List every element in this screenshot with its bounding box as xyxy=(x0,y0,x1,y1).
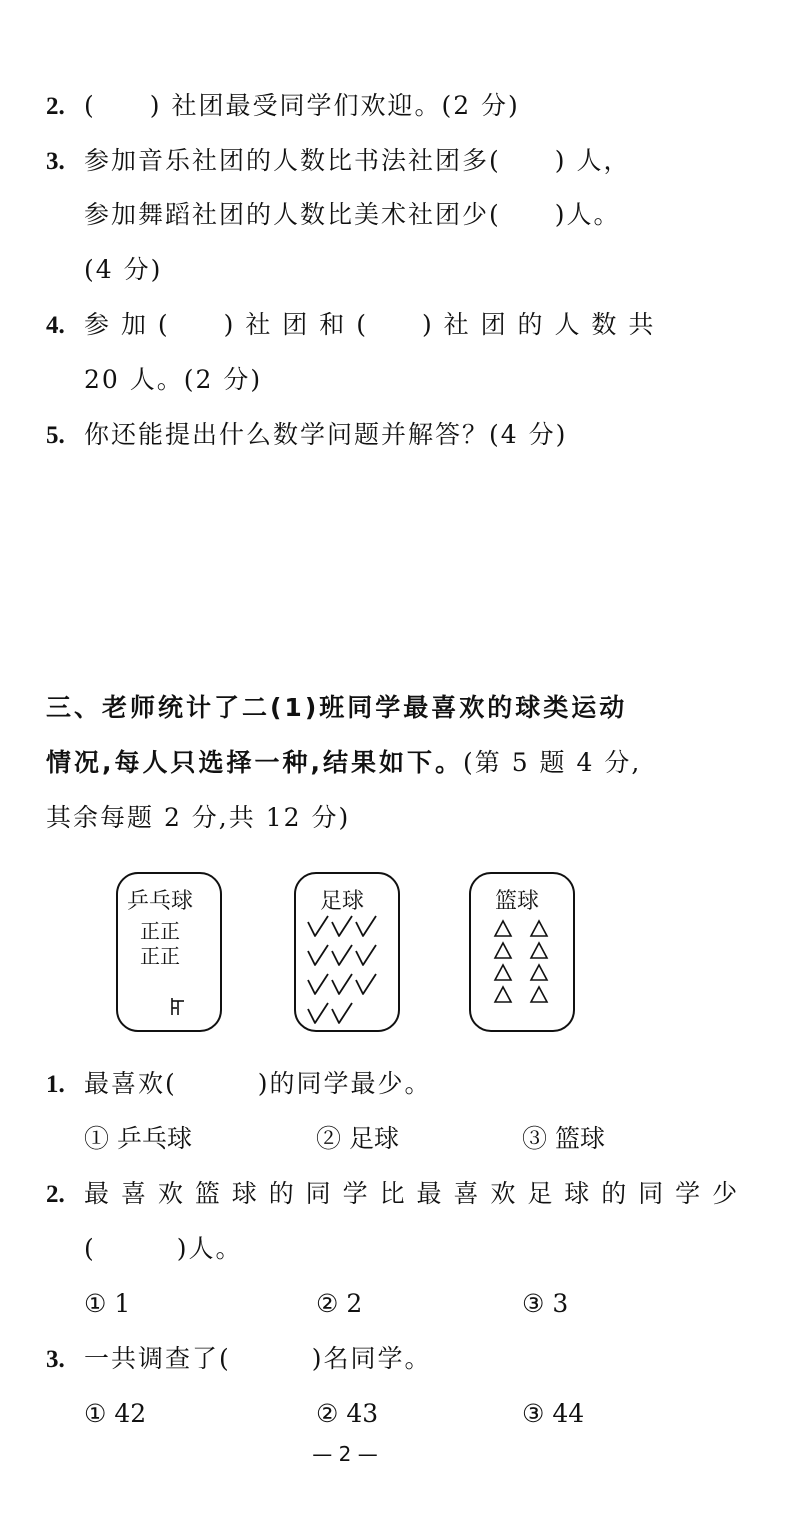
s3-q3-option-1[interactable]: ① 42 xyxy=(84,1399,147,1428)
football-tally-box xyxy=(294,872,400,1032)
s3-question-2 xyxy=(46,1176,739,1213)
question-text-line1: 参加音乐社团的人数比书法社团多( ) 人， xyxy=(84,146,631,175)
s3-q2-option-3[interactable]: ③ 3 xyxy=(522,1289,569,1318)
basketball-triangles xyxy=(493,918,563,1018)
pingpong-tally-row2: 正正 xyxy=(140,944,180,968)
section-points-text: 其余每题 2 分,共 12 分) xyxy=(46,803,351,832)
s3-question-2-line2 xyxy=(84,1231,243,1267)
question-4-line2 xyxy=(84,362,262,398)
check-row-3 xyxy=(308,974,376,994)
check-row-2 xyxy=(308,945,376,965)
question-text-line2: 参加舞蹈社团的人数比美术社团少( )人。 xyxy=(84,200,621,229)
question-4 xyxy=(46,307,655,344)
question-text: ( ) 社团最受同学们欢迎。(2 分) xyxy=(84,91,520,120)
section-points-text: (第 5 题 4 分, xyxy=(463,748,642,777)
check-row-1 xyxy=(308,916,376,936)
football-checkmarks xyxy=(306,914,396,1034)
page-number: — 2 — xyxy=(312,1442,378,1466)
question-3-line2 xyxy=(84,197,621,233)
s3-q1-option-1[interactable]: ① 乒乓球 xyxy=(84,1124,192,1153)
pingpong-box-title: 乒乓球 xyxy=(127,889,194,914)
question-3 xyxy=(46,143,630,180)
question-text: 一共调查了( )名同学。 xyxy=(84,1344,432,1373)
question-5 xyxy=(46,417,567,454)
question-number: 5. xyxy=(46,422,65,449)
s3-q1-option-2[interactable]: ② 足球 xyxy=(316,1124,399,1153)
question-text-line2: 20 人。(2 分) xyxy=(84,365,263,394)
basketball-box-title: 篮球 xyxy=(495,889,540,914)
question-number: 3. xyxy=(46,1346,65,1373)
partial-tally-mark xyxy=(167,995,187,1017)
question-text: 最喜欢( )的同学最少。 xyxy=(84,1069,432,1098)
s3-q1-option-3[interactable]: ③ 篮球 xyxy=(522,1124,605,1153)
pingpong-tally-row3 xyxy=(142,970,187,1048)
question-points: (4 分) xyxy=(84,255,163,284)
question-3-line3 xyxy=(84,252,162,288)
question-text: 你还能提出什么数学问题并解答？(4 分) xyxy=(84,420,568,449)
section-heading-text: 情况,每人只选择一种,结果如下。 xyxy=(46,748,463,777)
basketball-tally-box xyxy=(469,872,575,1032)
section-heading-text: 三、老师统计了二(1)班同学最喜欢的球类运动 xyxy=(46,693,628,722)
s3-question-3 xyxy=(46,1341,432,1378)
question-number: 3. xyxy=(46,148,65,175)
question-text-line1: 参 加 ( ) 社 团 和 ( ) 社 团 的 人 数 共 xyxy=(84,310,656,339)
check-row-4 xyxy=(308,1003,352,1023)
pingpong-tally-box xyxy=(116,872,222,1032)
s3-q3-option-3[interactable]: ③ 44 xyxy=(522,1399,585,1428)
question-text-line2: ( )人。 xyxy=(84,1234,243,1263)
s3-q2-option-2[interactable]: ② 2 xyxy=(316,1289,363,1318)
section-3-heading-line2 xyxy=(46,745,641,781)
pingpong-tally-row1: 正正 xyxy=(140,919,180,943)
question-2 xyxy=(46,88,520,125)
question-number: 2. xyxy=(46,1181,65,1208)
section-3-heading-line1 xyxy=(46,690,627,726)
s3-q2-option-1[interactable]: ① 1 xyxy=(84,1289,131,1318)
question-text-line1: 最 喜 欢 篮 球 的 同 学 比 最 喜 欢 足 球 的 同 学 少 xyxy=(84,1179,740,1208)
question-number: 4. xyxy=(46,312,65,339)
section-3-heading-line3 xyxy=(46,800,350,836)
s3-question-1 xyxy=(46,1066,432,1103)
s3-q3-option-2[interactable]: ② 43 xyxy=(316,1399,379,1428)
question-number: 2. xyxy=(46,93,65,120)
question-number: 1. xyxy=(46,1071,65,1098)
football-box-title: 足球 xyxy=(320,889,365,914)
